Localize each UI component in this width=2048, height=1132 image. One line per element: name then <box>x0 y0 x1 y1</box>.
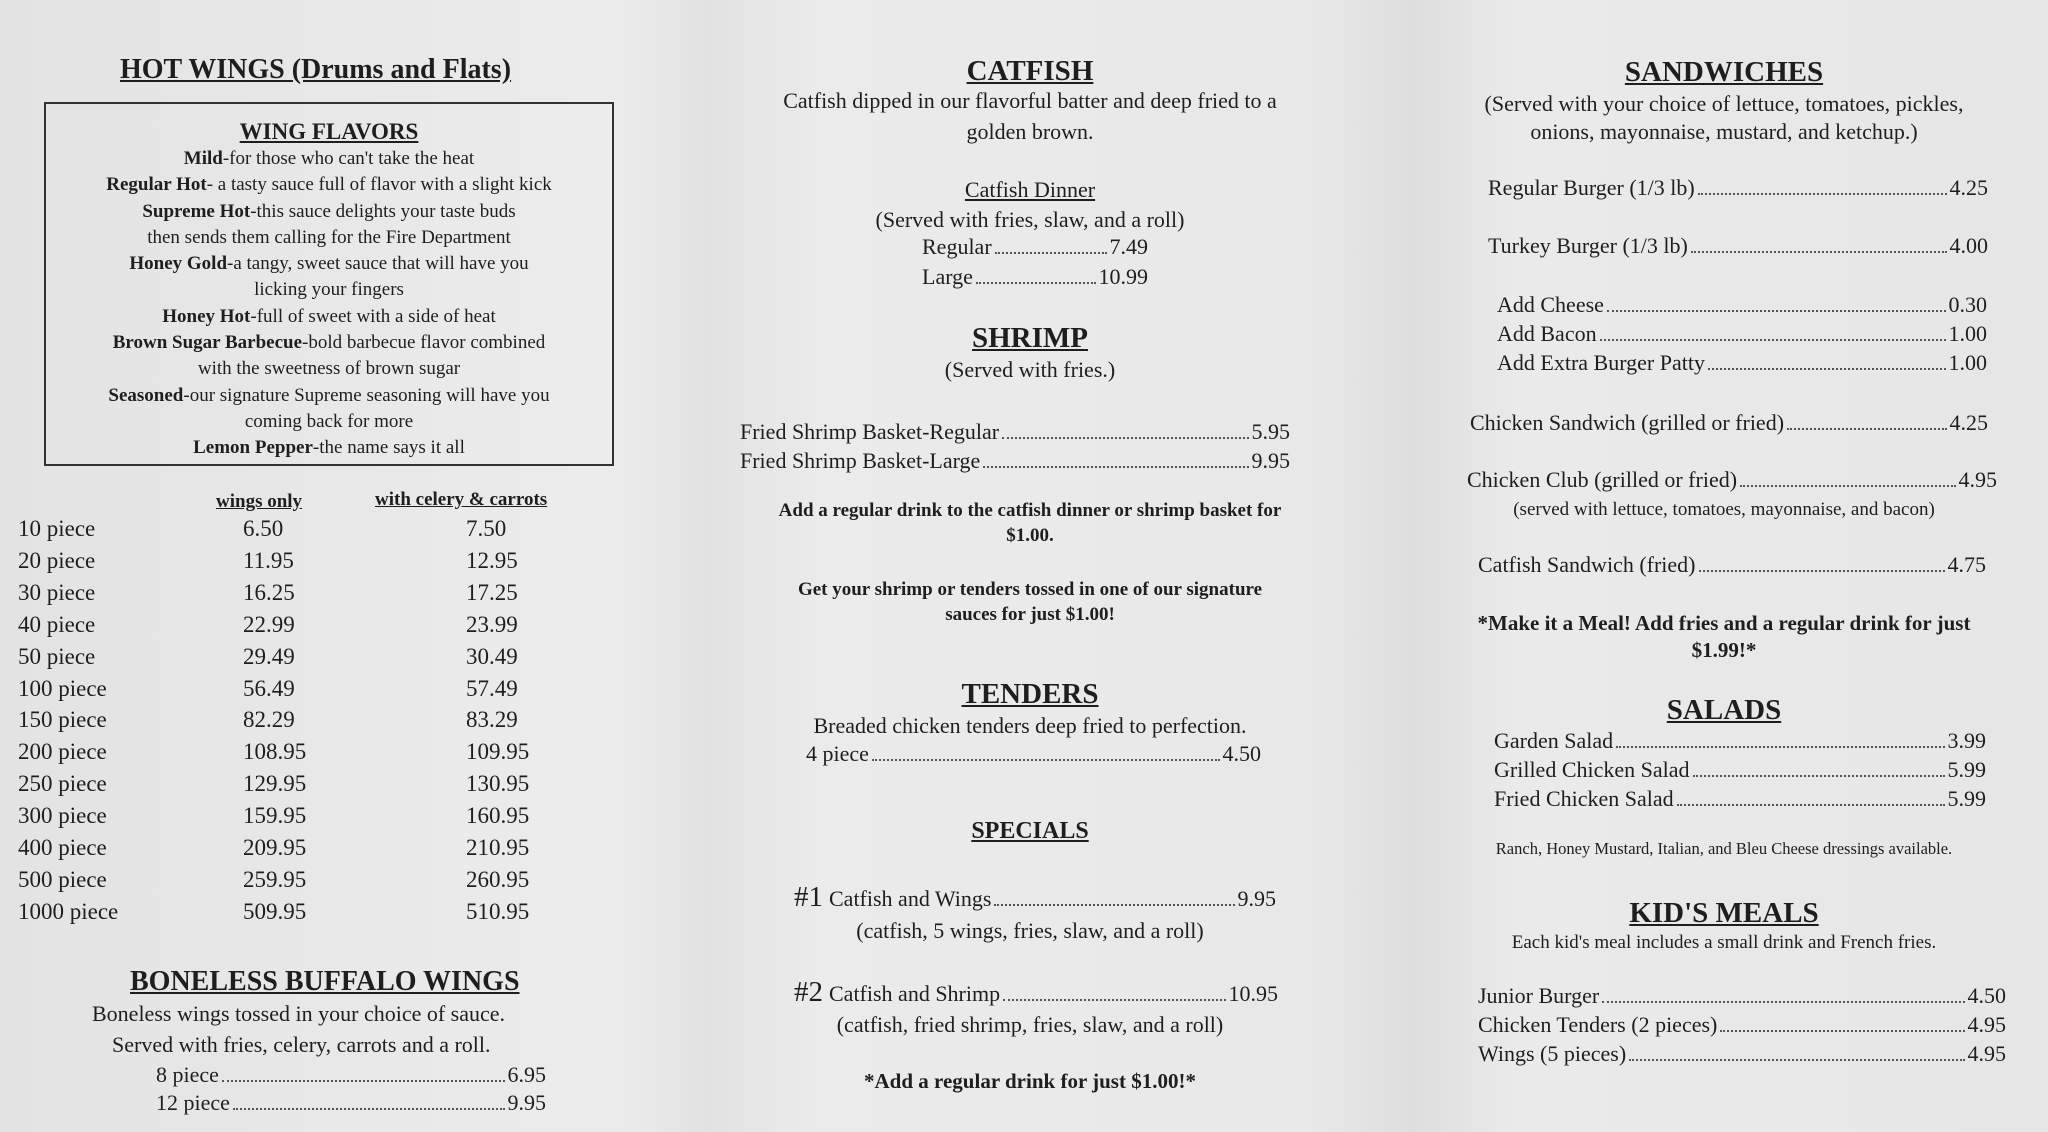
flavor-desc: -for those who can't take the heat <box>222 148 475 169</box>
item-price: 3.99 <box>1947 728 1986 753</box>
flavor-line <box>46 330 612 356</box>
item-name: Regular <box>922 234 992 259</box>
item-name: Wings (5 pieces) <box>1478 1041 1627 1066</box>
sandwiches-desc-1: (Served with your choice of lettuce, tomatoes, pickles, <box>1484 91 1964 116</box>
item-price: 10.99 <box>1098 264 1148 289</box>
special-1-desc: (catfish, 5 wings, fries, slaw, and a roll) <box>856 918 1204 943</box>
item-price: 5.99 <box>1947 757 1986 782</box>
flavor-line <box>46 172 612 198</box>
salads-title: SALADS <box>1666 694 1782 726</box>
specials-title: SPECIALS <box>971 818 1089 844</box>
dot-leader <box>976 282 1096 284</box>
item-price: 7.49 <box>1109 234 1148 259</box>
item-name: Large <box>922 264 973 289</box>
toss-note-2: sauces for just $1.00! <box>945 604 1115 625</box>
flavor-line <box>46 277 612 303</box>
sandwiches-desc-2: onions, mayonnaise, mustard, and ketchup.) <box>1530 119 1918 144</box>
boneless-desc-1: Boneless wings tossed in your choice of sauce. <box>92 1001 506 1026</box>
wing-flavors-title: WING FLAVORS <box>239 119 419 144</box>
dot-leader <box>1708 368 1946 370</box>
wings-only-price: 129.95 <box>243 771 307 797</box>
item-name: Fried Shrimp Basket-Large <box>740 448 981 473</box>
kids-item <box>1478 1041 2006 1067</box>
flavor-desc: -a tangy, sweet sauce that will have you <box>227 253 529 275</box>
meal-note-1: *Make it a Meal! Add fries and a regular drink for just <box>1477 611 1971 635</box>
catfish-desc-1: Catfish dipped in our flavorful batter and deep fried to a <box>783 88 1277 113</box>
sandwich-item <box>1467 467 1997 493</box>
item-name: Regular Burger (1/3 lb) <box>1488 175 1695 200</box>
flavor-desc: then sends them calling for the Fire Department <box>147 226 511 248</box>
wings-with-price: 210.95 <box>466 835 530 860</box>
dot-leader <box>1607 310 1946 312</box>
item-name: Junior Burger <box>1478 983 1600 1008</box>
dot-leader <box>1677 804 1945 806</box>
item-price: 5.95 <box>1251 419 1290 444</box>
item-price: 1.00 <box>1948 350 1987 375</box>
wings-qty: 100 piece <box>18 675 107 701</box>
wings-table-row <box>18 548 618 580</box>
wings-qty: 400 piece <box>18 835 107 860</box>
item-price: 4.95 <box>1958 467 1997 492</box>
flavor-line <box>46 146 612 172</box>
wings-with-price: 12.95 <box>466 547 518 573</box>
flavor-desc: -full of sweet with a side of heat <box>250 305 496 327</box>
item-name: Catfish Sandwich (fried) <box>1478 552 1696 577</box>
wings-table-row <box>18 771 618 803</box>
drink-note-1: Add a regular drink to the catfish dinner or shrimp basket for <box>778 500 1282 521</box>
item-price: 4.75 <box>1947 552 1986 577</box>
dot-leader <box>1699 570 1945 572</box>
dot-leader <box>1698 193 1947 195</box>
item-price: 1.00 <box>1948 321 1987 346</box>
item-name: 8 piece <box>156 1062 219 1087</box>
special-price: 9.95 <box>1237 886 1276 911</box>
sandwich-item <box>1470 410 1988 436</box>
shrimp-title: SHRIMP <box>972 322 1088 354</box>
tenders-desc: Breaded chicken tenders deep fried to perfection. <box>813 713 1247 738</box>
dressings-note: Ranch, Honey Mustard, Italian, and Bleu Cheese dressings available. <box>1495 839 1953 858</box>
meal-note-2: $1.99!* <box>1691 638 1757 662</box>
item-name: Turkey Burger (1/3 lb) <box>1488 233 1688 258</box>
wings-only-price: 56.49 <box>243 675 295 701</box>
sandwich-item <box>1488 233 1988 259</box>
flavor-line <box>46 304 612 330</box>
addon-item <box>1497 292 1987 318</box>
item-price: 0.30 <box>1948 292 1987 317</box>
wing-flavors-box <box>44 102 614 466</box>
wings-table-row <box>18 580 618 612</box>
wings-only-price: 108.95 <box>243 739 307 765</box>
special-1 <box>794 881 1276 914</box>
column-sandwiches <box>1400 0 2048 1132</box>
hot-wings-title: HOT WINGS (Drums and Flats) <box>120 54 512 85</box>
salad-item <box>1494 728 1986 754</box>
item-name: Add Extra Burger Patty <box>1497 350 1705 375</box>
wings-only-price: 11.95 <box>243 547 294 573</box>
catfish-dinner-title: Catfish Dinner <box>964 177 1096 202</box>
wings-table-row <box>18 803 618 835</box>
flavor-line <box>46 409 612 435</box>
wings-only-price: 6.50 <box>243 516 284 541</box>
kids-meals-title: KID'S MEALS <box>1629 897 1819 929</box>
dot-leader <box>1693 775 1945 777</box>
item-name: Fried Chicken Salad <box>1494 786 1674 811</box>
flavor-desc: licking your fingers <box>254 279 404 301</box>
sandwich-item <box>1478 552 1986 578</box>
dot-leader <box>872 759 1220 761</box>
salad-item <box>1494 786 1986 812</box>
item-name: Fried Shrimp Basket-Regular <box>740 419 1000 444</box>
boneless-title: BONELESS BUFFALO WINGS <box>130 966 520 997</box>
wings-with-price: 83.29 <box>466 707 518 733</box>
wings-with-price: 17.25 <box>466 579 518 605</box>
wings-only-price: 259.95 <box>243 866 307 892</box>
kids-desc: Each kid's meal includes a small drink and French fries. <box>1511 932 1937 953</box>
boneless-item <box>156 1090 546 1116</box>
wings-table-row <box>18 707 618 739</box>
item-name: Add Bacon <box>1497 321 1597 346</box>
special-price: 10.95 <box>1228 981 1278 1006</box>
catfish-item <box>922 264 1148 290</box>
specials-drink-note: *Add a regular drink for just $1.00!* <box>864 1069 1196 1093</box>
wings-only-price: 29.49 <box>243 643 295 669</box>
flavor-line <box>46 356 612 382</box>
tenders-title: TENDERS <box>961 678 1099 710</box>
item-name: 4 piece <box>806 741 869 766</box>
item-name: Chicken Club (grilled or fried) <box>1467 467 1738 492</box>
flavor-line <box>46 435 612 461</box>
wings-only-price: 509.95 <box>243 898 307 924</box>
chicken-club-desc: (served with lettuce, tomatoes, mayonnaise, and bacon) <box>1513 499 1935 520</box>
dot-leader <box>1600 339 1946 341</box>
dot-leader <box>233 1108 505 1110</box>
flavor-name: Honey Hot <box>162 305 251 327</box>
wings-table-row <box>18 644 618 676</box>
wings-qty: 500 piece <box>18 866 107 892</box>
wings-only-header: wings only <box>216 491 303 512</box>
wings-only-price: 16.25 <box>243 579 295 605</box>
shrimp-item <box>740 419 1290 445</box>
dot-leader <box>1720 1030 1964 1032</box>
catfish-dinner-note: (Served with fries, slaw, and a roll) <box>875 207 1185 232</box>
wings-qty: 50 piece <box>18 643 96 669</box>
catfish-desc-2: golden brown. <box>966 119 1094 144</box>
salad-item <box>1494 757 1986 783</box>
flavor-line <box>46 225 612 251</box>
wings-with-price: 7.50 <box>466 516 507 541</box>
wings-with-price: 160.95 <box>466 803 530 829</box>
wings-qty: 1000 piece <box>18 898 119 924</box>
item-price: 4.50 <box>1222 741 1261 766</box>
wings-with-price: 109.95 <box>466 739 530 765</box>
flavor-desc: -our signature Supreme seasoning will have you <box>183 384 550 406</box>
dot-leader <box>995 252 1107 254</box>
item-name: Chicken Tenders (2 pieces) <box>1478 1012 1718 1037</box>
flavor-name: Supreme Hot <box>142 200 251 222</box>
boneless-item <box>156 1062 546 1088</box>
shrimp-note: (Served with fries.) <box>944 357 1116 382</box>
dot-leader <box>1740 485 1955 487</box>
with-celery-carrots-header: with celery & carrots <box>375 489 548 510</box>
wings-with-price: 260.95 <box>466 866 530 892</box>
wings-with-price: 510.95 <box>466 898 530 924</box>
catfish-item <box>922 234 1148 260</box>
wings-qty: 150 piece <box>18 707 107 733</box>
toss-note-1: Get your shrimp or tenders tossed in one of our signature <box>797 579 1263 600</box>
addon-item <box>1497 321 1987 347</box>
dot-leader <box>1616 746 1944 748</box>
flavor-desc: with the sweetness of brown sugar <box>197 358 461 380</box>
item-name: Chicken Sandwich (grilled or fried) <box>1470 410 1785 435</box>
column-catfish <box>700 0 1360 1132</box>
special-name: Catfish and Wings <box>829 886 992 911</box>
item-price: 4.50 <box>1967 983 2006 1008</box>
wings-only-price: 82.29 <box>243 707 295 733</box>
flavor-desc: -bold barbecue flavor combined <box>302 332 546 354</box>
dot-leader <box>222 1080 505 1082</box>
flavor-line <box>46 251 612 277</box>
flavor-name: Brown Sugar Barbecue <box>112 332 303 354</box>
item-name: 12 piece <box>156 1090 230 1115</box>
wings-table-row <box>18 676 618 708</box>
wings-qty: 300 piece <box>18 803 107 829</box>
item-price: 4.95 <box>1967 1012 2006 1037</box>
wings-table-row <box>18 867 618 899</box>
flavor-name: Regular Hot <box>106 174 207 196</box>
boneless-desc-2: Served with fries, celery, carrots and a roll. <box>112 1032 491 1057</box>
wings-with-price: 57.49 <box>466 675 518 701</box>
wings-with-price: 130.95 <box>466 771 530 797</box>
item-name: Grilled Chicken Salad <box>1494 757 1690 782</box>
sandwich-item <box>1488 175 1988 201</box>
dot-leader <box>1787 428 1946 430</box>
item-name: Add Cheese <box>1497 292 1604 317</box>
addon-item <box>1497 350 1987 376</box>
item-price: 9.95 <box>507 1090 546 1115</box>
wings-only-price: 209.95 <box>243 835 307 860</box>
tenders-item <box>806 741 1261 767</box>
column-wings <box>0 0 680 1132</box>
flavor-desc: coming back for more <box>244 410 414 432</box>
flavor-desc: -the name says it all <box>312 437 465 459</box>
dot-leader <box>1003 999 1225 1001</box>
wings-only-price: 22.99 <box>243 611 295 637</box>
flavor-desc: -this sauce delights your taste buds <box>250 200 516 222</box>
dot-leader <box>1602 1001 1964 1003</box>
special-name: Catfish and Shrimp <box>829 981 1001 1006</box>
special-2-desc: (catfish, fried shrimp, fries, slaw, and a roll) <box>836 1012 1224 1037</box>
wings-only-price: 159.95 <box>243 803 307 829</box>
wings-table-row <box>18 899 618 931</box>
kids-item <box>1478 983 2006 1009</box>
item-price: 6.95 <box>507 1062 546 1087</box>
item-price: 4.25 <box>1949 175 1988 200</box>
flavor-name: Seasoned <box>108 384 184 406</box>
special-number: #1 <box>794 881 823 913</box>
special-2 <box>794 976 1278 1009</box>
flavor-name: Mild <box>183 148 223 169</box>
item-name: Garden Salad <box>1494 728 1614 753</box>
wings-qty: 40 piece <box>18 611 96 637</box>
wings-qty: 30 piece <box>18 579 96 605</box>
wings-table-row <box>18 612 618 644</box>
kids-item <box>1478 1012 2006 1038</box>
wings-table-row <box>18 739 618 771</box>
flavor-desc: - a tasty sauce full of flavor with a slight kick <box>206 174 552 196</box>
dot-leader <box>994 904 1234 906</box>
wings-qty: 200 piece <box>18 739 107 765</box>
item-price: 9.95 <box>1251 448 1290 473</box>
flavor-name: Lemon Pepper <box>193 437 313 459</box>
item-price: 5.99 <box>1947 786 1986 811</box>
drink-note-2: $1.00. <box>1006 525 1054 546</box>
wings-qty: 10 piece <box>18 516 96 541</box>
sandwiches-title: SANDWICHES <box>1624 56 1824 88</box>
wings-qty: 250 piece <box>18 771 107 797</box>
catfish-title: CATFISH <box>966 55 1094 87</box>
item-price: 4.95 <box>1967 1041 2006 1066</box>
flavor-name: Honey Gold <box>129 253 228 275</box>
special-number: #2 <box>794 976 823 1008</box>
item-price: 4.00 <box>1949 233 1988 258</box>
wings-qty: 20 piece <box>18 547 96 573</box>
wings-table-row <box>18 835 618 867</box>
item-price: 4.25 <box>1949 410 1988 435</box>
wings-table-row <box>18 516 618 548</box>
wings-with-price: 30.49 <box>466 643 518 669</box>
flavor-line <box>46 199 612 225</box>
shrimp-item <box>740 448 1290 474</box>
wings-with-price: 23.99 <box>466 611 518 637</box>
flavor-line <box>46 383 612 409</box>
dot-leader <box>983 466 1248 468</box>
wing-flavors-list <box>46 146 612 462</box>
dot-leader <box>1002 437 1248 439</box>
dot-leader <box>1629 1059 1964 1061</box>
dot-leader <box>1691 251 1947 253</box>
